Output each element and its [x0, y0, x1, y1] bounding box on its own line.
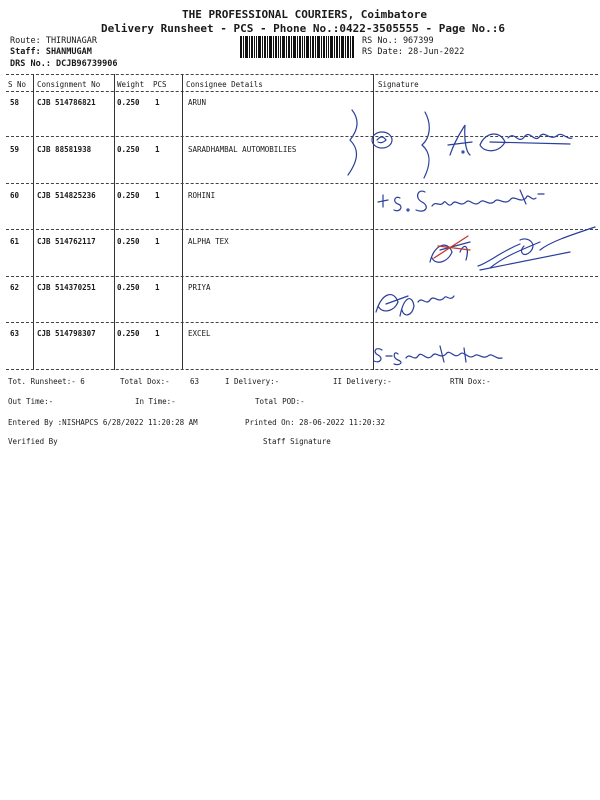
rs-number: RS No.: 967399 [362, 36, 434, 46]
row-consignee: ROHINI [188, 191, 216, 200]
row-sno: 63 [10, 329, 20, 338]
row-consignee: PRIYA [188, 283, 211, 292]
row-weight: 0.250 [117, 283, 140, 292]
drs-number: DRS No.: DCJB96739906 [10, 59, 118, 69]
col-header-consignment: Consignment No [37, 80, 101, 89]
table-top-divider [6, 74, 598, 75]
col-header-sno: S No [8, 80, 27, 89]
header-divider [6, 91, 598, 92]
signature-row-62 [368, 282, 478, 322]
table-bottom-divider [6, 369, 598, 370]
printed-on: Printed On: 28-06-2022 11:20:32 [245, 418, 385, 427]
row-sno: 60 [10, 191, 20, 200]
row-sno: 58 [10, 98, 20, 107]
entered-by: Entered By :NISHAPCS 6/28/2022 11:20:28 AM [8, 418, 198, 427]
out-time: Out Time:- [8, 397, 54, 406]
row-weight: 0.250 [117, 329, 140, 338]
row-pcs: 1 [155, 98, 160, 107]
ii-delivery: II Delivery:- [333, 377, 392, 386]
rtn-dox: RTN Dox:- [450, 377, 491, 386]
signature-row-63 [368, 340, 538, 368]
signature-row-61 [420, 222, 600, 282]
row-sno: 59 [10, 145, 20, 154]
row-consignment: CJB 514762117 [37, 237, 96, 246]
col-header-signature: Signature [378, 80, 419, 89]
col-divider [114, 74, 115, 370]
total-dox-value: 63 [190, 377, 200, 386]
row-sno: 61 [10, 237, 20, 246]
col-header-pcs: PCS [153, 80, 167, 89]
row-consignment: CJB 514786821 [37, 98, 96, 107]
col-header-consignee: Consignee Details [186, 80, 263, 89]
total-pod: Total POD:- [255, 397, 305, 406]
signature-row-58-59 [330, 100, 590, 190]
total-runsheet: Tot. Runsheet:- 6 [8, 377, 85, 386]
col-header-weight: Weight [117, 80, 145, 89]
row-weight: 0.250 [117, 98, 140, 107]
row-consignment: CJB 514825236 [37, 191, 96, 200]
barcode-image [240, 36, 354, 58]
row-sno: 62 [10, 283, 20, 292]
staff-label: Staff: SHANMUGAM [10, 47, 92, 57]
signature-row-60 [370, 180, 600, 220]
in-time: In Time:- [135, 397, 176, 406]
row-consignee: ALPHA TEX [188, 237, 229, 246]
row-weight: 0.250 [117, 237, 140, 246]
row-weight: 0.250 [117, 145, 140, 154]
row-pcs: 1 [155, 329, 160, 338]
row-consignment: CJB 514370251 [37, 283, 96, 292]
verified-by: Verified By [8, 437, 58, 446]
row-consignee: SARADHAMBAL AUTOMOBILIES [188, 145, 297, 154]
total-dox-label: Total Dox:- [120, 377, 170, 386]
row-pcs: 1 [155, 283, 160, 292]
col-divider [182, 74, 183, 370]
staff-signature-label: Staff Signature [263, 437, 331, 446]
row-pcs: 1 [155, 191, 160, 200]
rs-date: RS Date: 28-Jun-2022 [362, 47, 465, 57]
row-pcs: 1 [155, 237, 160, 246]
row-consignment: CJB 514798307 [37, 329, 96, 338]
row-weight: 0.250 [117, 191, 140, 200]
row-consignee: ARUN [188, 98, 207, 107]
row-consignee: EXCEL [188, 329, 211, 338]
route-label: Route: THIRUNAGAR [10, 36, 97, 46]
company-title: THE PROFESSIONAL COURIERS, Coimbatore [182, 8, 428, 21]
row-consignment: CJB 88581938 [37, 145, 92, 154]
col-divider [33, 74, 34, 370]
runsheet-subtitle: Delivery Runsheet - PCS - Phone No.:0422-3505555 - Page No.:6 [101, 22, 505, 35]
row-divider [6, 322, 598, 323]
i-delivery: I Delivery:- [225, 377, 280, 386]
row-pcs: 1 [155, 145, 160, 154]
